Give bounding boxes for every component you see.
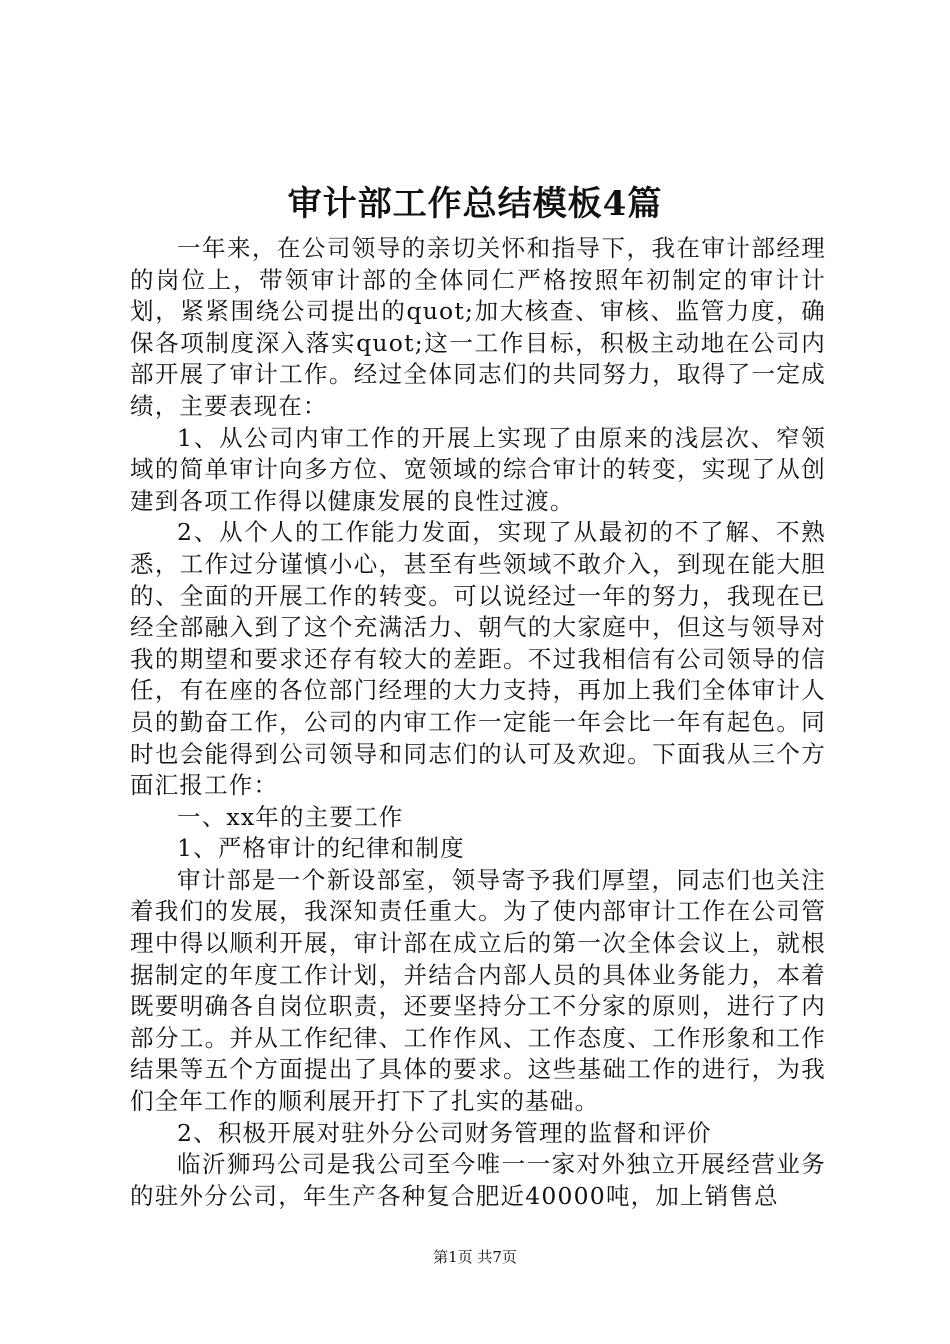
subsection-heading: 1、严格审计的纪律和制度	[177, 834, 465, 863]
paragraph: 临沂狮玛公司是我公司至今唯一一家对外独立开展经营业务的驻外分公司，年生产各种复合肥近40000吨，加上销售总	[130, 1150, 826, 1210]
document-title: 审计部工作总结模板4篇	[287, 184, 663, 224]
page-footer: 第1页 共7页	[433, 1248, 517, 1266]
document-body	[130, 233, 826, 1212]
paragraph: 1、从公司内审工作的开展上实现了由原来的浅层次、窄领域的简单审计向多方位、宽领域的综合审计的转变，实现了从创建到各项工作得以健康发展的良性过渡。	[130, 423, 826, 515]
paragraph: 审计部是一个新设部室，领导寄予我们厚望，同志们也关注着我们的发展，我深知责任重大。为了使内部审计工作在公司管理中得以顺利开展，审计部在成立后的第一次全体会议上，就根据制定的年度工作计划，并结合内部人员的具体业务能力，本着既要明确各自岗位职责，还要坚持分工不分家的原则，进行了内部分工。并从工作纪律、工作作风、工作态度、工作形象和工作结果等五个方面提出了具体的要求。这些基础工作的进行，为我们全年工作的顺利展开打下了扎实的基础。	[130, 865, 826, 1116]
subsection-heading: 2、积极开展对驻外分公司财务管理的监督和评价	[177, 1118, 712, 1147]
paragraph: 2、从个人的工作能力发面，实现了从最初的不了解、不熟悉，工作过分谨慎小心，甚至有些领域不敢介入，到现在能大胆的、全面的开展工作的转变。可以说经过一年的努力，我现在已经全部融入到了这个充满活力、朝气的大家庭中，但这与领导对我的期望和要求还存有较大的差距。不过我相信有公司领导的信任，有在座的各位部门经理的大力支持，再加上我们全体审计人员的勤奋工作，公司的内审工作一定能一年会比一年有起色。同时也会能得到公司领导和同志们的认可及欢迎。下面我从三个方面汇报工作：	[130, 518, 826, 800]
paragraph: 一年来，在公司领导的亲切关怀和指导下，我在审计部经理的岗位上，带领审计部的全体同仁严格按照年初制定的审计计划，紧紧围绕公司提出的quot;加大核查、审核、监管力度，确保各项制度深入落实quot;这一工作目标，积极主动地在公司内部开展了审计工作。经过全体同志们的共同努力，取得了一定成绩，主要表现在：	[130, 234, 826, 420]
section-heading: 一、xx年的主要工作	[177, 802, 404, 831]
